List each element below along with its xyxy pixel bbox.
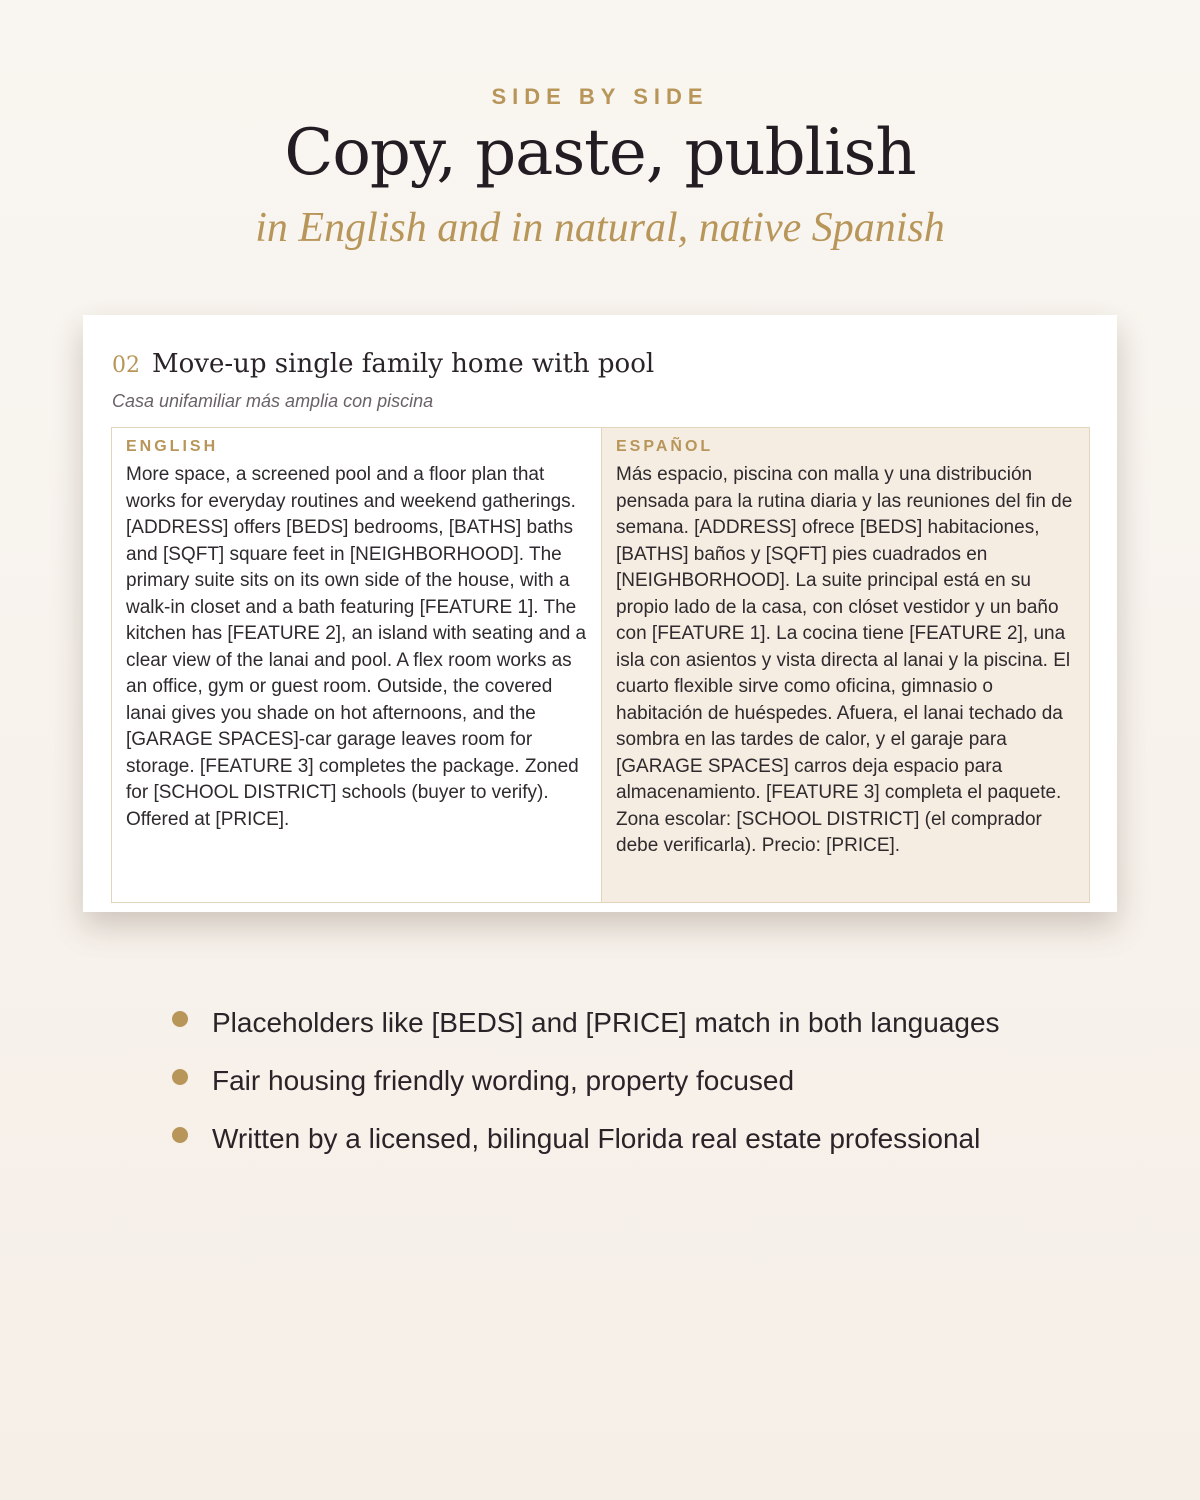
english-label: ENGLISH — [126, 438, 219, 455]
spanish-label: ESPAÑOL — [616, 438, 714, 455]
listing-subtitle: Casa unifamiliar más amplia con piscina — [112, 391, 434, 411]
spanish-column — [602, 428, 1089, 902]
list-item — [170, 994, 1120, 1052]
list-item — [170, 1052, 1120, 1110]
listing-card — [83, 315, 1117, 912]
bullet-text: Placeholders like [BEDS] and [PRICE] match in both languages — [212, 1007, 1000, 1038]
bullet-dot-icon — [172, 1069, 188, 1085]
page-title: Copy, paste, publish — [284, 116, 916, 190]
listing-title: Move-up single family home with pool — [152, 349, 655, 379]
page-subtitle: in English and in natural, native Spanish — [255, 205, 945, 251]
listing-number: 02 — [112, 353, 140, 378]
bilingual-columns — [111, 427, 1090, 903]
listing-heading — [112, 349, 654, 379]
feature-list — [170, 994, 1120, 1168]
eyebrow-label: SIDE BY SIDE — [491, 84, 709, 109]
english-text: More space, a screened pool and a floor plan that works for everyday routines and weekend gatherings. [ADDRESS] offers [BEDS] bedrooms, [BATHS] baths and [SQFT] square feet in [NEIGHBORHOOD]. The primary suite sits on its own side of the house, with a walk-in closet and a bath featuring [FEATURE 1]. The kitchen has [FEATURE 2], an island with seating and a clear view of the lanai and pool. A flex room works as an office, gym or guest room. Outside, the covered lanai gives you shade on hot afternoons, and the [GARAGE SPACES]-car garage leaves room for storage. [FEATURE 3] completes the package. Zoned for [SCHOOL DISTRICT] schools (buyer to verify). Offered at [PRICE]. — [126, 464, 587, 830]
english-column — [112, 428, 602, 902]
bullet-dot-icon — [172, 1127, 188, 1143]
spanish-text: Más espacio, piscina con malla y una distribución pensada para la rutina diaria y las reuniones del fin de semana. [ADDRESS] ofrece [BEDS] habitaciones, [BATHS] baños y [SQFT] pies cuadrados en [NEIGHBORHOOD]. La suite principal está en su propio lado de la casa, con clóset vestidor y un baño con [FEATURE 1]. La cocina tiene [FEATURE 2], una isla con asientos y vista directa al lanai y la piscina. El cuarto flexible sirve como oficina, gimnasio o habitación de huéspedes. Afuera, el lanai techado da sombra en las tardes de calor, y el garaje para [GARAGE SPACES] carros deja espacio para almacenamiento. [FEATURE 3] completa el paquete. Zona escolar: [SCHOOL DISTRICT] (el comprador debe verificarla). Precio: [PRICE]. — [616, 464, 1073, 856]
bullet-dot-icon — [172, 1011, 188, 1027]
bullet-text: Written by a licensed, bilingual Florida real estate professional — [212, 1123, 981, 1154]
bullet-text: Fair housing friendly wording, property focused — [212, 1065, 795, 1096]
list-item — [170, 1110, 1120, 1168]
